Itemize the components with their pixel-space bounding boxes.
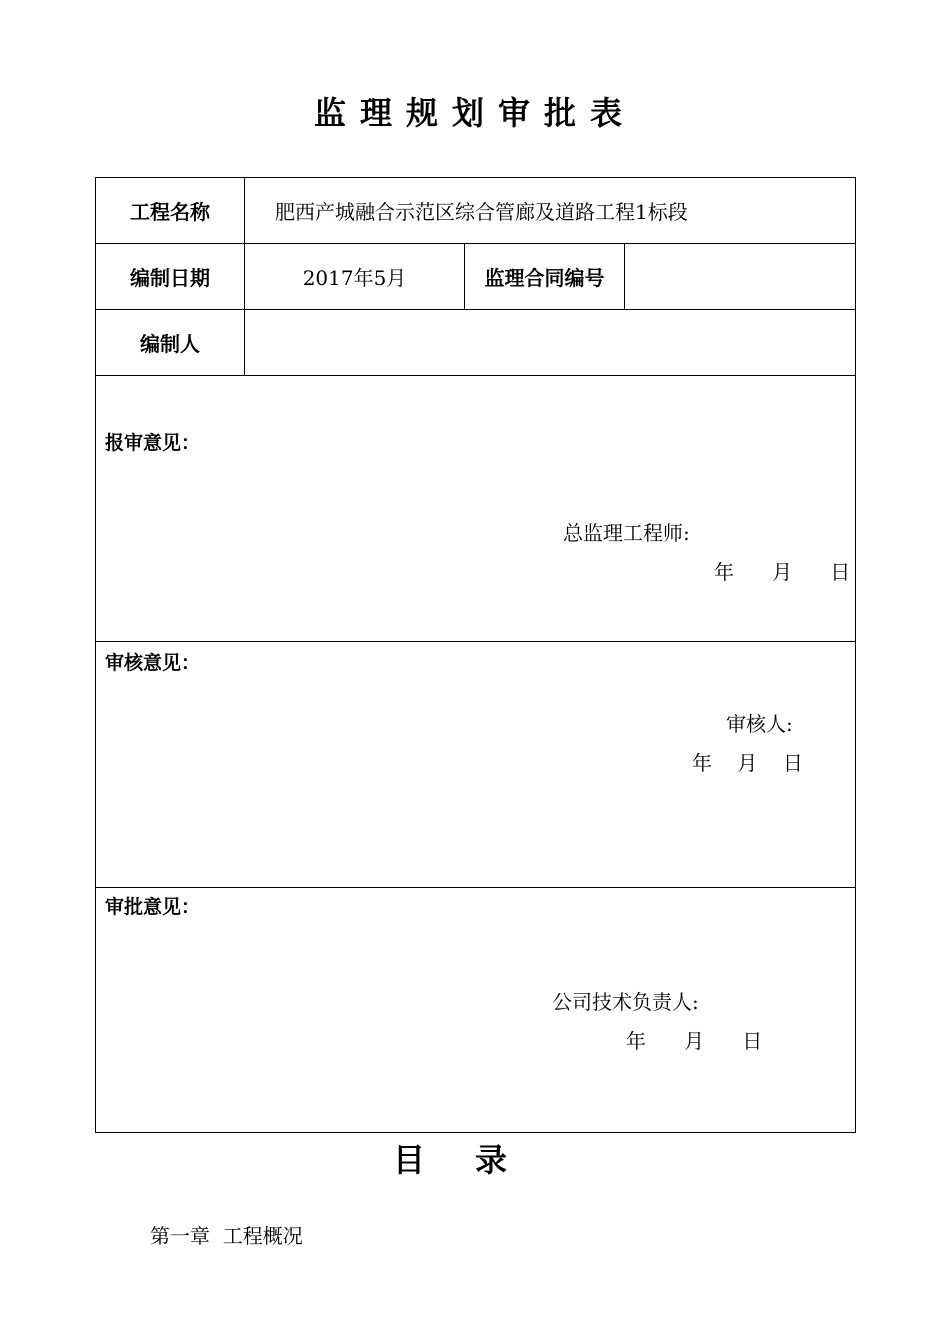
- row-project-name: [96, 178, 855, 244]
- row-date: [96, 244, 855, 310]
- approve-date-line: 年 月 日: [626, 1029, 763, 1053]
- author-label: 编制人: [96, 310, 245, 375]
- submit-opinion-label: 报审意见：: [105, 432, 201, 454]
- approve-opinion-label: 审批意见：: [105, 896, 201, 918]
- date-label: 编制日期: [96, 244, 245, 309]
- chief-engineer-signer: 总监理工程师:: [563, 521, 690, 545]
- review-date-line: 年 月 日: [692, 751, 803, 775]
- contract-no-label: 监理合同编号: [465, 244, 625, 309]
- approve-opinion-section: [96, 888, 855, 1132]
- row-author: [96, 310, 855, 376]
- contract-no-value: [625, 244, 855, 309]
- submit-opinion-section: [96, 376, 855, 642]
- date-value: 2017年5月: [245, 244, 465, 309]
- review-opinion-label: 审核意见：: [105, 652, 201, 674]
- toc-title: 目录: [392, 1141, 557, 1179]
- toc-item: 第一章 工程概况: [150, 1224, 303, 1248]
- submit-date-line: 年 月 日: [714, 560, 851, 584]
- reviewer-signer: 审核人:: [726, 712, 793, 736]
- approval-table: [95, 177, 856, 1133]
- author-value: [245, 310, 855, 375]
- project-name-value: 肥西产城融合示范区综合管廊及道路工程1标段: [275, 200, 688, 224]
- form-title: 监理规划审批表: [313, 94, 636, 132]
- tech-director-signer: 公司技术负责人:: [552, 990, 699, 1014]
- project-name-label: 工程名称: [96, 178, 245, 243]
- review-opinion-section: [96, 642, 855, 888]
